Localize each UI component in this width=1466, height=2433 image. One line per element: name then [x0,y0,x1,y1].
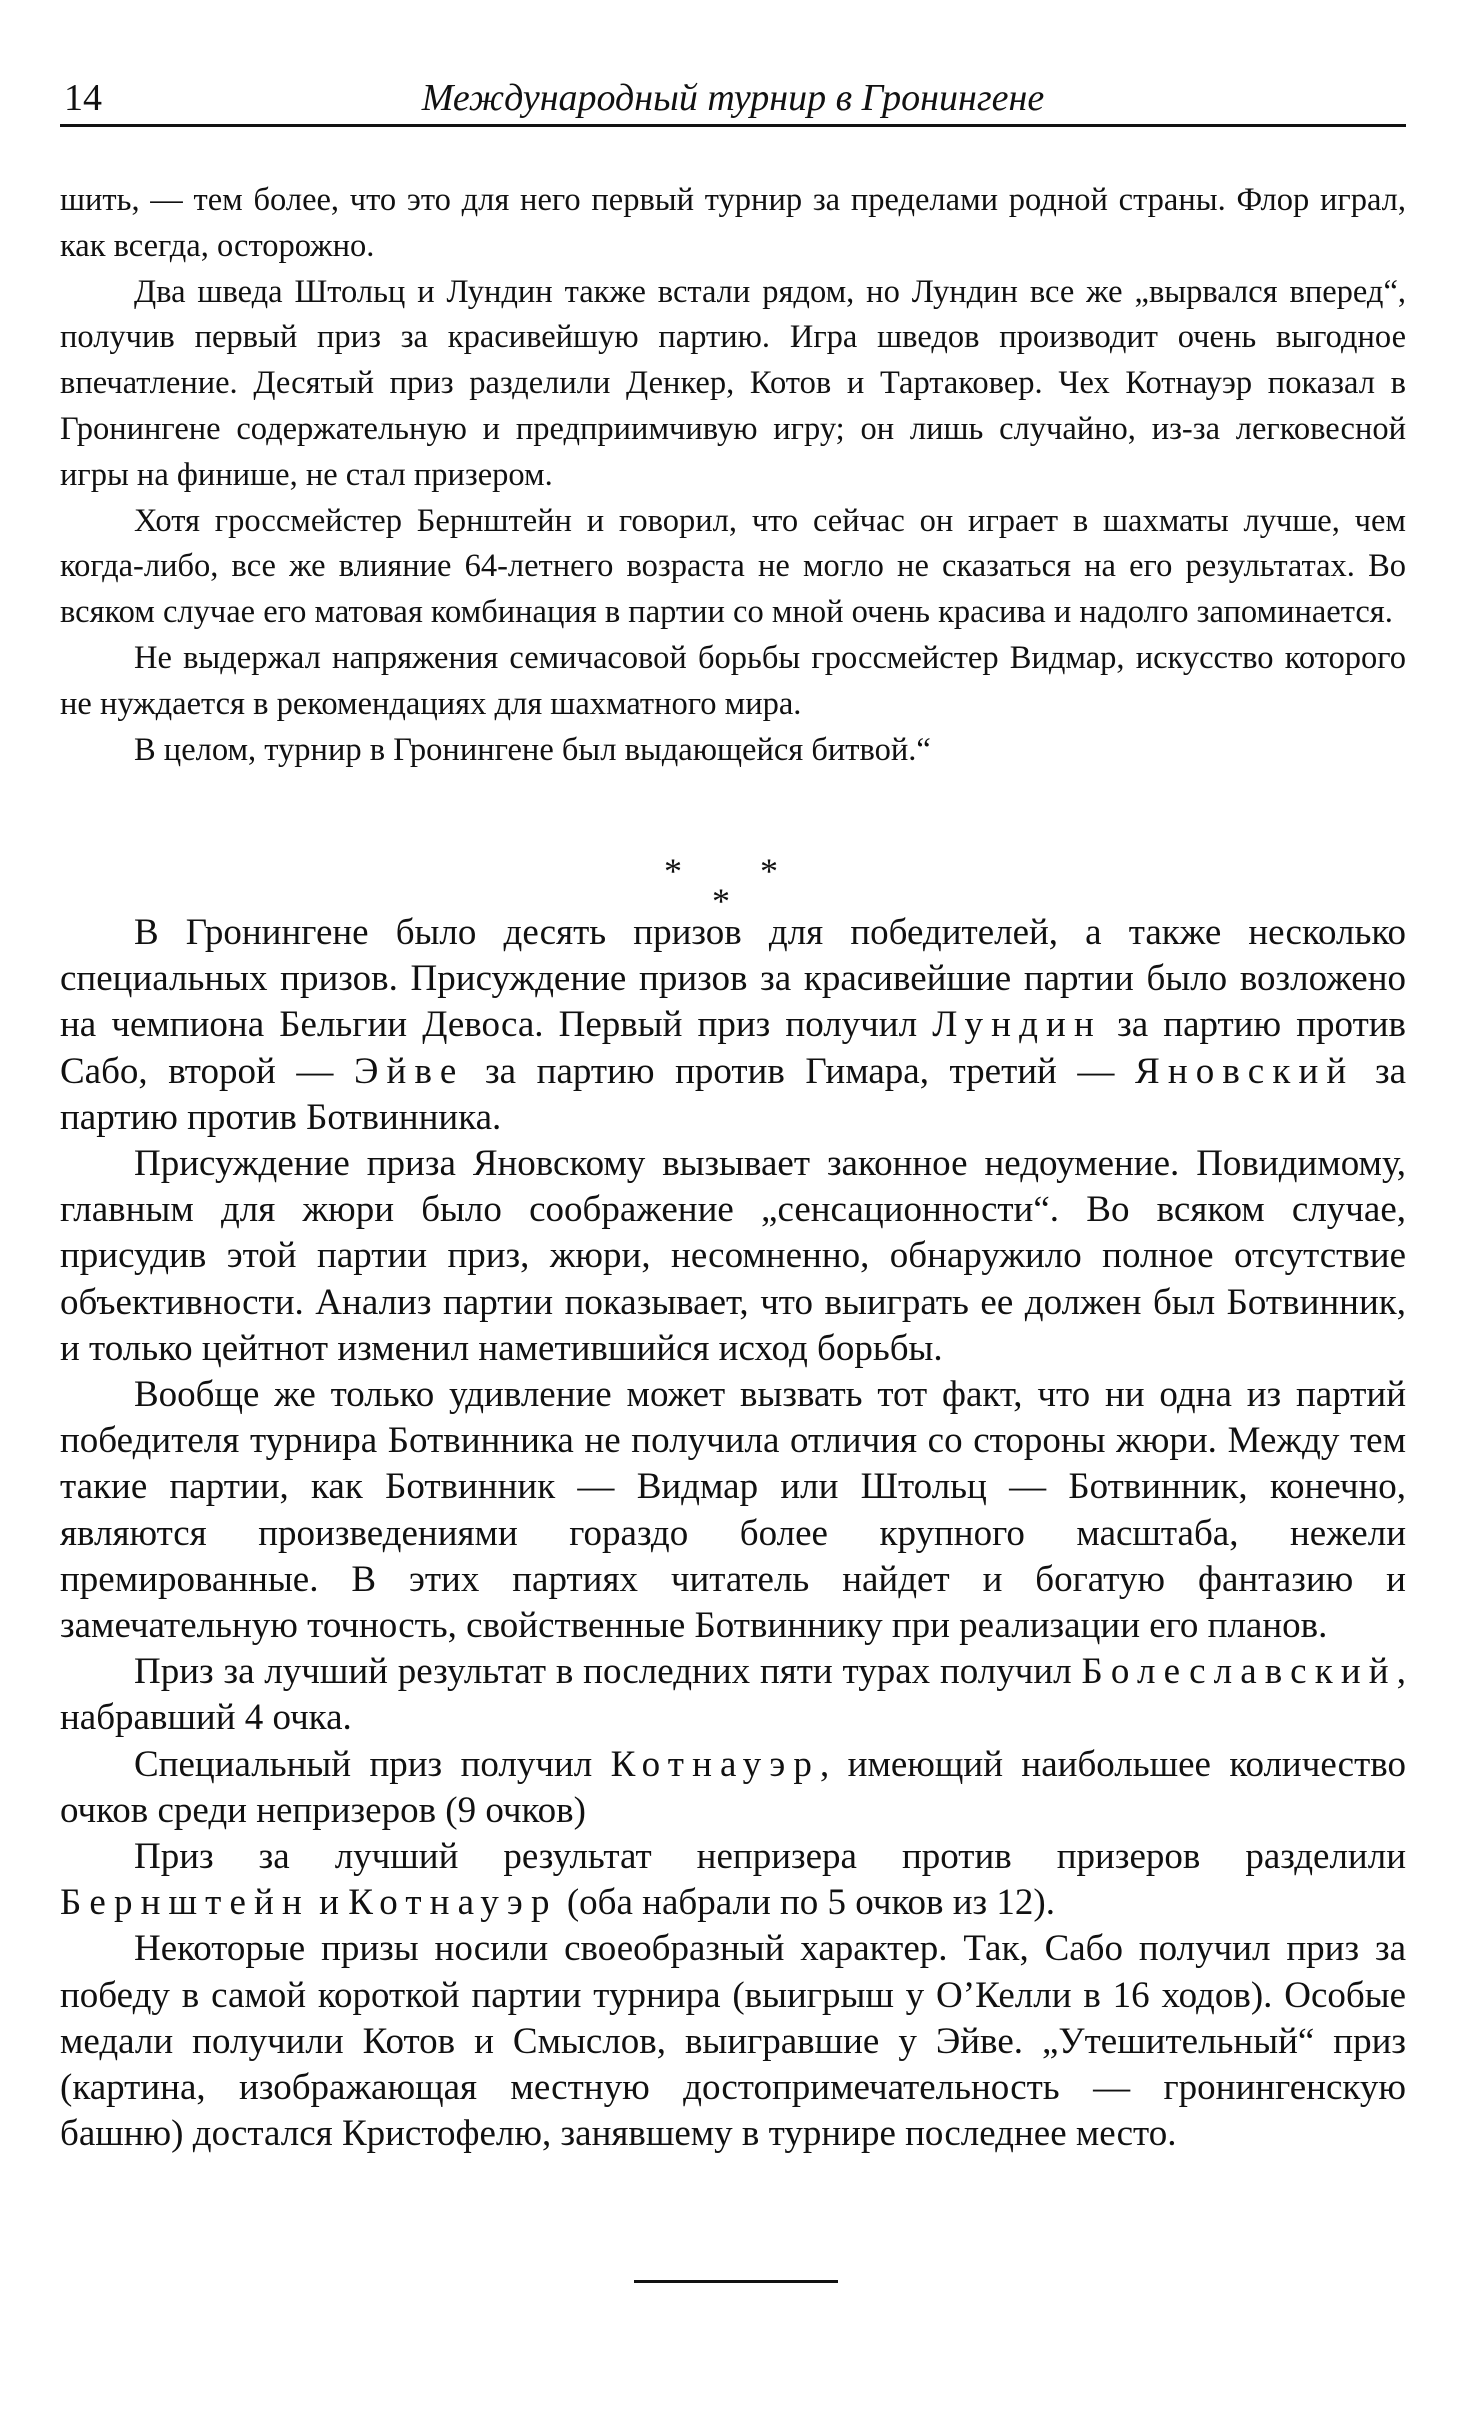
prizes-section [60,910,1406,2157]
player-name: Котнауэр [610,1743,820,1785]
paragraph: Приз за лучший результат в последних пяти турах получил Болеславский, набравший 4 очка. [60,1651,1406,1739]
paragraph: Хотя гроссмейстер Бернштейн и говорил, что сейчас он играет в шахматы лучше, чем когда-либо, все же влияние 64-летнего возраста не могло не сказаться на его результатах. Во всяком случае его матовая комбинация в партии со мной очень красива и надолго запоминается. [60,502,1406,631]
paragraph: Два шведа Штольц и Лундин также встали рядом, но Лундин все же „вырвался вперед“, получив первый приз за красивейшую партию. Игра шведов производит очень выгодное впечатление. Десятый приз разделили Денкер, Котов и Тартаковер. Чех Котнауэр показал в Гронингене содержательную и предприимчивую игру; он лишь случайно, из-за легковесной игры на финише, не стал призером. [60,273,1406,493]
asterisk: * [760,851,778,891]
end-rule [634,2280,838,2283]
book-page [60,0,1406,2433]
paragraph: шить, — тем более, что это для него первый турнир за пределами родной страны. Флор играл, как всегда, осторожно. [60,182,1406,264]
asterisk: * [712,881,730,921]
player-name: Котнауэр [348,1882,558,1924]
paragraph: Присуждение приза Яновскому вызывает законное недоумение. Повидимому, главным для жюри было соображение „сенсационности“. Во всяком случае, присудив этой партии приз, жюри, несомненно, обнаружило полное отсутствие объективности. Анализ партии показывает, что выиграть ее должен был Ботвинник, и только цейтнот изменил наметившийся исход борьбы. [60,1143,1406,1369]
player-name: Бернштейн [60,1882,310,1924]
paragraph: В Гронингене было десять призов для победителей, а также несколько специальных призов. Присуждение призов за красивейшие партии было возложено на чемпиона Бельгии Девоса. Первый приз получил Лундин за партию против Сабо, второй — Эйве за партию против Гимара, третий — Яновский за партию против Ботвинника. [60,912,1407,1138]
paragraph: Специальный приз получил Котнауэр, имеющий наибольшее количество очков среди непризеров (9 очков) [60,1743,1406,1831]
player-name: Лундин [932,1004,1102,1046]
header-rule [60,124,1406,127]
page-header [60,68,1406,128]
asterisk: * [664,851,682,891]
paragraph: В целом, турнир в Гронингене был выдающейся битвой.“ [134,731,931,768]
player-name: Эйве [353,1050,465,1092]
paragraph: Некоторые призы носили своеобразный характер. Так, Сабо получил приз за победу в самой короткой партии турнира (выигрыш у О’Келли в 16 ходов). Особые медали получили Котов и Смыслов, выигравшие у Эйве. „Утешительный“ приз (картина, изображающая местную достопримечательность — гронингенскую башню) достался Кристофелю, занявшему в турнире последнее место. [60,1928,1406,2155]
paragraph: Приз за лучший результат непризера против призеров разделили Бернштейн и Котнауэр (оба набрали по 5 очков из 12). [60,1836,1406,1924]
paragraph: Вообще же только удивление может вызвать тот факт, что ни одна из партий победителя турнира Ботвинника не получила отличия со стороны жюри. Между тем такие партии, как Ботвинник — Видмар или Штольц — Ботвинник, конечно, являются произведениями гораздо более крупного масштаба, нежели премированные. В этих партиях читатель найдет и богатую фантазию и замечательную точность, свойственные Ботвиннику при реализации его планов. [60,1374,1406,1647]
player-name: Болеславский [1081,1651,1397,1693]
running-title: Международный турнир в Гронингене [421,77,1045,119]
page-number: 14 [64,77,102,119]
player-name: Яновский [1135,1050,1355,1092]
paragraph: Не выдержал напряжения семичасовой борьбы гроссмейстер Видмар, искусство которого не нуждается в рекомендациях для шахматного мира. [60,639,1406,722]
quoted-section [60,178,1406,773]
